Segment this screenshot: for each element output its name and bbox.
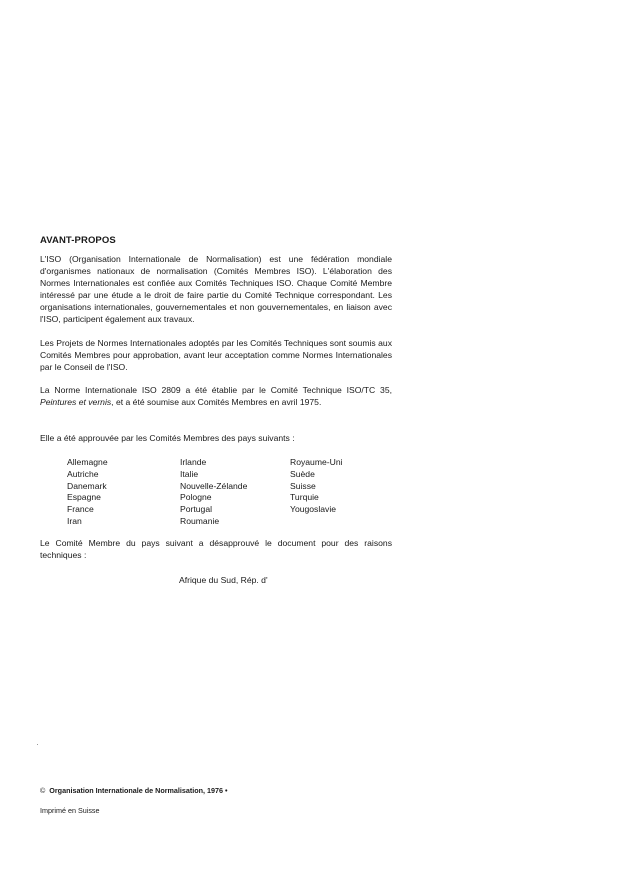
paragraph-disapproval-intro: Le Comité Membre du pays suivant a désapprouvé le document pour des raisons techniques : — [40, 538, 392, 560]
country-item: Portugal — [180, 504, 213, 515]
section-heading: AVANT-PROPOS — [40, 235, 116, 246]
country-column-1 — [67, 457, 177, 528]
country-item: Royaume-Uni — [290, 457, 343, 467]
country-item: Yougoslavie — [290, 504, 337, 515]
scan-speck — [37, 744, 38, 745]
country-item: Turquie — [290, 492, 319, 503]
country-item: Roumanie — [180, 515, 220, 526]
origin-text-start: La Norme Internationale ISO 2809 a été établie par le Comité Technique ISO/TC 35, — [40, 385, 392, 395]
paragraph-approval-intro: Elle a été approuvée par les Comités Membres des pays suivants : — [40, 433, 295, 443]
committee-title: Peintures et vernis — [40, 397, 112, 407]
copyright-text: Organisation Internationale de Normalisation, 1976 • — [49, 786, 228, 795]
printed-in-notice: Imprimé en Suisse — [40, 806, 100, 815]
country-column-2 — [180, 457, 290, 528]
country-item: Allemagne — [67, 457, 108, 467]
country-item: Nouvelle-Zélande — [180, 480, 248, 491]
country-column-3 — [290, 457, 400, 516]
country-item: Autriche — [67, 468, 99, 479]
paragraph-adoption-process: Les Projets de Normes Internationales adoptés par les Comités Techniques sont soumis aux Comités Membres pour approbation, avant leur acceptation comme Normes Internationales par le Conseil de l'ISO. — [40, 338, 392, 372]
paragraph-iso-intro: L'ISO (Organisation Internationale de Normalisation) est une fédération mondiale d'organismes nationaux de normalisation (Comités Membres ISO). L'élaboration des Normes Internationales est confiée aux Comités Techniques ISO. Chaque Comité Membre intéressé par une étude a le droit de faire partie du Comité Technique correspondant. Les organisations internationales, gouvernementales et non gouvernementales, en liaison avec l'ISO, participent également aux travaux. — [40, 254, 392, 324]
country-item: Danemark — [67, 480, 107, 491]
country-item: Suisse — [290, 480, 316, 491]
disapproving-country: Afrique du Sud, Rép. d' — [179, 575, 268, 585]
country-item: Italie — [180, 468, 199, 479]
country-item: Irlande — [180, 457, 207, 467]
paragraph-standard-origin — [40, 384, 392, 408]
copyright-notice — [40, 786, 228, 795]
copyright-symbol-icon: © — [40, 786, 46, 795]
country-item: Pologne — [180, 492, 212, 503]
country-item: Suède — [290, 468, 315, 479]
country-item: Espagne — [67, 492, 101, 503]
country-item: France — [67, 504, 94, 515]
origin-text-end: , et a été soumise aux Comités Membres en avril 1975. — [111, 397, 322, 407]
country-item: Iran — [67, 515, 82, 526]
